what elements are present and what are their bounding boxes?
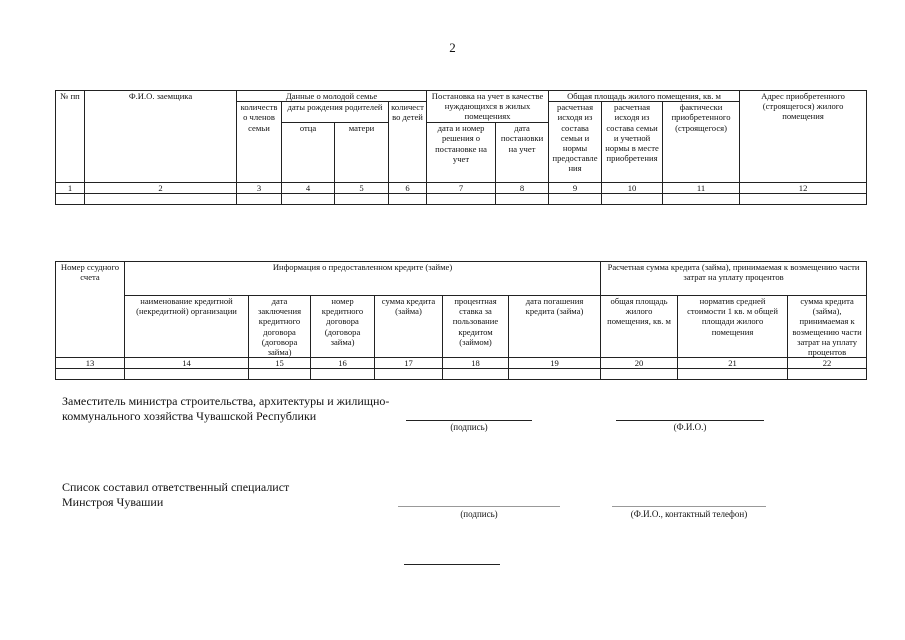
- credit-info-table: [55, 261, 867, 380]
- header-area-actual: фактически приобретенного (строящегося): [663, 102, 740, 183]
- header-family-data: Данные о молодой семье: [237, 91, 427, 102]
- col-number: 2: [85, 183, 237, 194]
- col-number: 11: [663, 183, 740, 194]
- header-repay-date: дата погашения кредита (займа): [509, 296, 601, 358]
- col-number: 15: [249, 358, 311, 369]
- header-decision: дата и номер решения о постановке на учет: [427, 123, 496, 183]
- name-line: [616, 420, 764, 421]
- separator-line: [404, 564, 500, 565]
- header-birth-dates: даты рождения родителей: [282, 102, 389, 123]
- header-org: наименование кредитной (некредитной) организации: [125, 296, 249, 358]
- header-reg-date: дата постановки на учет: [496, 123, 549, 183]
- signature-line: [406, 420, 532, 421]
- col-number: 20: [601, 358, 678, 369]
- header-address: Адрес приобретенного (строящегося) жилого помещения: [740, 91, 867, 183]
- col-number: 21: [678, 358, 788, 369]
- col-number: 19: [509, 358, 601, 369]
- header-fio: Ф.И.О. заемщика: [85, 91, 237, 183]
- header-members: количество членов семьи: [237, 102, 282, 183]
- header-num: № пп: [56, 91, 85, 183]
- col-number: 1: [56, 183, 85, 194]
- header-area-norm: расчетная исходя из состава семьи и учетной нормы в месте приобретения: [602, 102, 663, 183]
- col-number: 12: [740, 183, 867, 194]
- header-father: отца: [282, 123, 335, 183]
- compiler-title: Список составил ответственный специалист Минстроя Чувашии: [62, 480, 290, 509]
- header-contract-num: номер кредитного договора (договора займа): [311, 296, 375, 358]
- header-credit-info: Информация о предоставленном кредите (займе): [125, 262, 601, 296]
- col-number: 10: [602, 183, 663, 194]
- header-sum: сумма кредита (займа): [375, 296, 443, 358]
- col-number: 17: [375, 358, 443, 369]
- signature-caption: (подпись): [450, 422, 488, 432]
- signature-caption: (подпись): [460, 509, 498, 519]
- header-mother: матери: [335, 123, 389, 183]
- header-norm-cost: норматив средней стоимости 1 кв. м общей площади жилого помещения: [678, 296, 788, 358]
- col-number: 13: [56, 358, 125, 369]
- family-data-table: [55, 90, 867, 205]
- col-number: 4: [282, 183, 335, 194]
- col-number: 14: [125, 358, 249, 369]
- header-contract-date: дата заключения кредитного договора (договора займа): [249, 296, 311, 358]
- col-number: 18: [443, 358, 509, 369]
- col-number: 7: [427, 183, 496, 194]
- header-credit-sum: сумма кредита (займа), принимаемая к возмещению части затрат на уплату процентов: [788, 296, 867, 358]
- table-row: [56, 194, 867, 205]
- col-number: 3: [237, 183, 282, 194]
- header-area-family: расчетная исходя из состава семьи и нормы предоставления: [549, 102, 602, 183]
- name-phone-caption: (Ф.И.О., контактный телефон): [630, 509, 748, 519]
- page-number: 2: [449, 40, 456, 55]
- col-number: 16: [311, 358, 375, 369]
- header-total-area: общая площадь жилого помещения, кв. м: [601, 296, 678, 358]
- header-children: количество детей: [389, 102, 427, 183]
- col-number: 22: [788, 358, 867, 369]
- signature-line: [398, 506, 560, 507]
- col-number: 6: [389, 183, 427, 194]
- name-caption: (Ф.И.О.): [673, 422, 707, 432]
- name-phone-line: [612, 506, 766, 507]
- header-rate: процентная ставка за пользование кредитом (займом): [443, 296, 509, 358]
- header-registration: Постановка на учет в качестве нуждающихся в жилых помещениях: [427, 91, 549, 123]
- col-number: 5: [335, 183, 389, 194]
- header-area: Общая площадь жилого помещения, кв. м: [549, 91, 740, 102]
- deputy-minister-title: Заместитель министра строительства, архитектуры и жилищно-коммунального хозяйства Чувашской Республики: [62, 394, 390, 423]
- col-number: 8: [496, 183, 549, 194]
- header-account: Номер ссудного счета: [56, 262, 125, 358]
- col-number: 9: [549, 183, 602, 194]
- table-row: [56, 369, 867, 380]
- header-calc-sum: Расчетная сумма кредита (займа), принимаемая к возмещению части затрат на уплату процентов: [601, 262, 867, 296]
